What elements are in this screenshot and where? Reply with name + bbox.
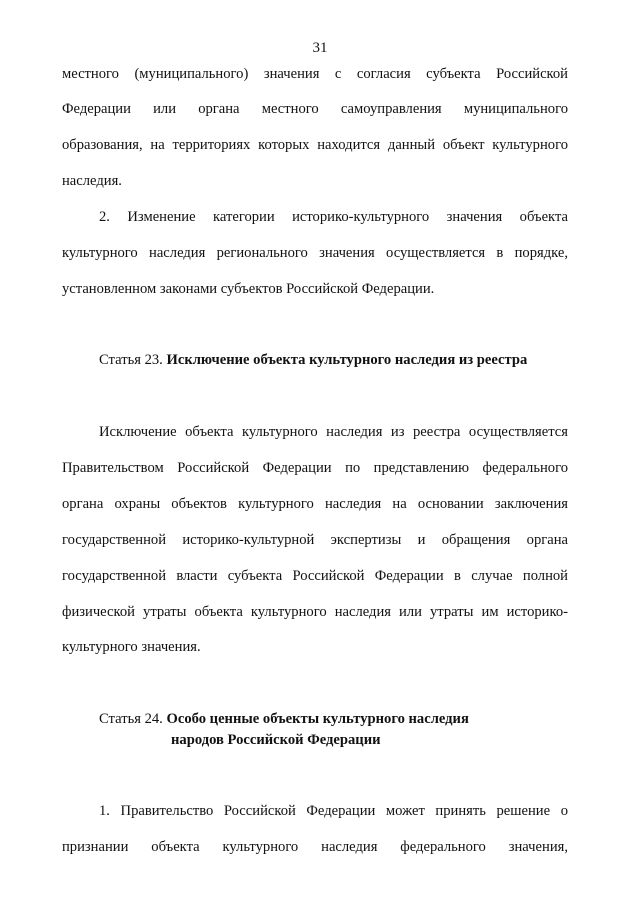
text-line: Федерации или органа местного самоуправления муниципального <box>62 101 568 117</box>
text-line: 1. Правительство Российской Федерации может принять решение о <box>99 803 568 819</box>
text-line: культурного значения. <box>62 639 201 655</box>
article-23-heading <box>99 350 527 370</box>
text-line: органа охраны объектов культурного наследия на основании заключения <box>62 496 568 512</box>
text-line: Правительством Российской Федерации по представлению федерального <box>62 460 568 476</box>
article-23-title: Исключение объекта культурного наследия из реестра <box>166 352 528 368</box>
text-line: наследия. <box>62 173 122 189</box>
text-line: государственной историко-культурной экспертизы и обращения органа <box>62 532 568 548</box>
text-line: физической утраты объекта культурного наследия или утраты им историко- <box>62 604 568 620</box>
page-number: 31 <box>312 40 328 56</box>
text-line: 2. Изменение категории историко-культурного значения объекта <box>99 209 568 225</box>
text-line: установленном законами субъектов Российской Федерации. <box>62 281 435 297</box>
text-line: местного (муниципального) значения с согласия субъекта Российской <box>62 66 568 82</box>
text-line: признании объекта культурного наследия федерального значения, <box>62 839 568 855</box>
article-24-label: Статья 24. <box>99 711 163 727</box>
article-24-title-line2: народов Российской Федерации <box>171 732 381 748</box>
text-line: Исключение объекта культурного наследия из реестра осуществляется <box>99 424 568 440</box>
article-24-heading <box>99 709 469 729</box>
text-line: культурного наследия регионального значения осуществляется в порядке, <box>62 245 568 261</box>
text-line: образования, на территориях которых находится данный объект культурного <box>62 137 568 153</box>
text-line: государственной власти субъекта Российской Федерации в случае полной <box>62 568 568 584</box>
article-24-title-line1: Особо ценные объекты культурного наследия <box>166 711 469 727</box>
article-23-label: Статья 23. <box>99 352 163 368</box>
